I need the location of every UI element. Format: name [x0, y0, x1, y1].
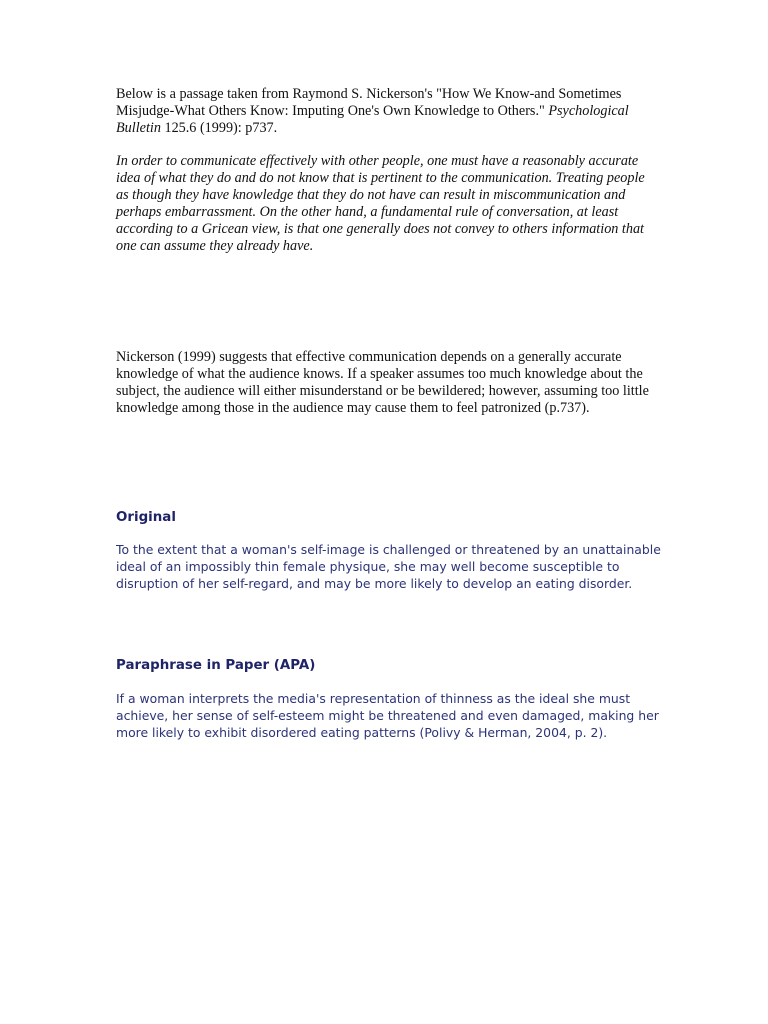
intro-paragraph [116, 86, 656, 137]
paraphrase-heading: Paraphrase in Paper (APA) [116, 658, 316, 673]
journal-title: Psychological Bulletin [116, 103, 629, 136]
paraphrase-text: If a woman interprets the media's representation of thinness as the ideal she must achieve, her sense of self-esteem might be threatened and even damaged, making her more likely to exhibit disordered eating patterns (Polivy & Herman, 2004, p. 2). [116, 691, 659, 740]
summary-paragraph: Nickerson (1999) suggests that effective communication depends on a generally accurate knowledge of what the audience knows. If a speaker assumes too much knowledge about the subject, the audience will either misunderstand or be bewildered; however, assuming too little knowledge among those in the audience may cause them to feel patronized (p.737). [116, 349, 649, 416]
intro-text-start: Below is a passage taken from Raymond S. Nickerson's "How We Know-and Sometimes Misjudge-What Others Know: Imputing One's Own Knowledge to Others." [116, 86, 622, 119]
original-heading: Original [116, 510, 176, 525]
intro-text-end: 125.6 (1999): p737. [160, 120, 278, 136]
quoted-passage [116, 153, 656, 255]
quoted-passage-text: In order to communicate effectively with other people, one must have a reasonably accurate idea of what they do and do not know that is pertinent to the communication. Treating people as though they have knowledge that they do not have can result in miscommunication and perhaps embarrassment. On the other hand, a fundamental rule of conversation, at least according to a Gricean view, is that one generally does not convey to others information that one can assume they already have. [116, 153, 645, 254]
original-text: To the extent that a woman's self-image is challenged or threatened by an unattainable ideal of an impossibly thin female physique, she may well become susceptible to disruption of her self-regard, and may be more likely to develop an eating disorder. [116, 542, 661, 591]
